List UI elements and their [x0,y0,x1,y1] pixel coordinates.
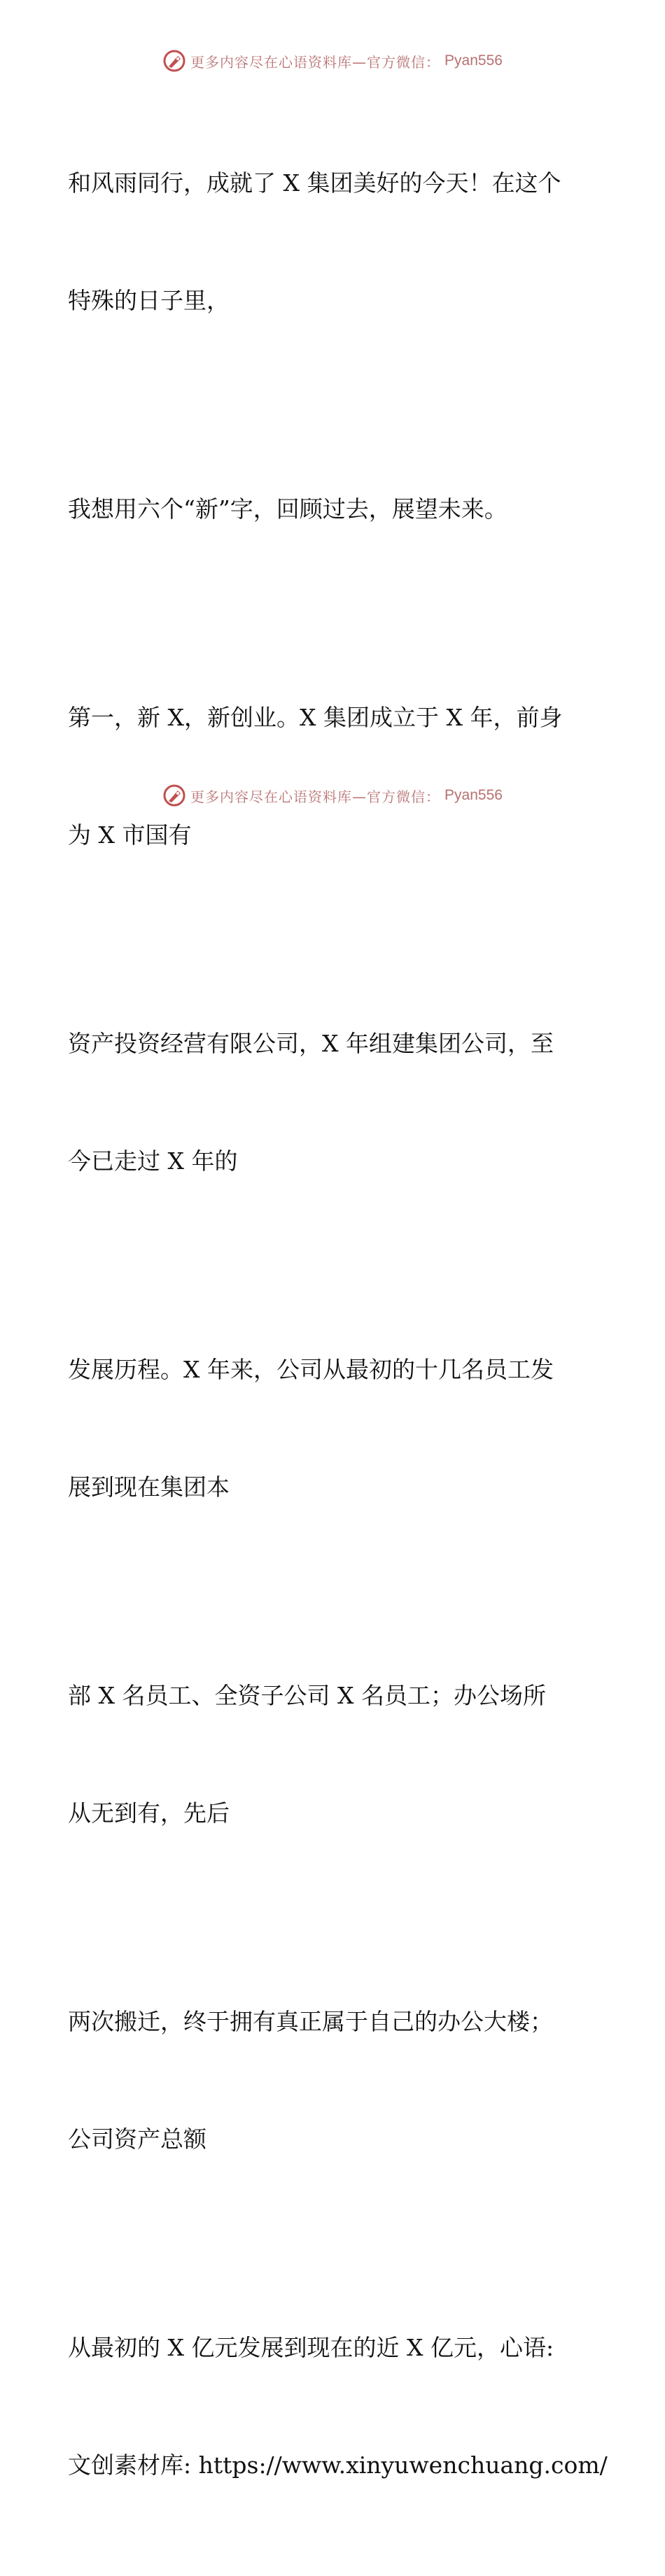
paragraph-line: 特殊的日子里， [68,287,230,314]
paragraph-line: 为 X 市国有 [68,821,192,849]
document-body [68,85,614,2576]
watermark-text: 更多内容尽在心语资料库—官方微信： [190,53,441,71]
paragraph [68,1924,614,2237]
paragraph-line: 第一，新 X，新创业。X 集团成立于 X 年，前身 [68,704,563,731]
paragraph-line: 部 X 名员工、全资子公司 X 名员工；办公场所 [68,1682,546,1709]
paragraph [68,85,614,399]
paragraph-line: 从无到有，先后 [68,1799,230,1827]
paragraph [68,946,614,1259]
watermark-wechat-id: Pyan556 [444,52,503,69]
paragraph-line: 资产投资经营有限公司，X 年组建集团公司，至 [68,1030,554,1057]
paragraph-line: 我想用六个“新”字，回顾过去，展望未来。 [68,495,507,523]
paragraph-line: 今已走过 X 年的 [68,1147,238,1175]
paragraph [68,1272,614,1585]
paragraph-line: 发展历程。X 年来，公司从最初的十几名员工发 [68,1356,554,1383]
paragraph-line: 文创素材库: https://www.xinyuwenchuang.com/ [68,2451,608,2479]
pen-nib-circle-icon [162,784,186,807]
page-footer-watermark [0,784,665,807]
pen-nib-circle-icon [162,49,186,73]
paragraph-line: 两次搬迁，终于拥有真正属于自己的办公大楼； [68,2008,553,2035]
paragraph-line: 公司资产总额 [68,2125,206,2153]
watermark-wechat-id: Pyan556 [444,787,503,803]
paragraph-line: 从最初的 X 亿元发展到现在的近 X 亿元，心语: [68,2334,554,2361]
paragraph-line: 展到现在集团本 [68,1473,230,1501]
paragraph-line: 和风雨同行，成就了 X 集团美好的今天！在这个 [68,169,561,197]
paragraph [68,1598,614,1911]
watermark-text: 更多内容尽在心语资料库—官方微信： [190,788,441,805]
paragraph [68,2250,614,2563]
paragraph [68,620,614,933]
paragraph [68,411,614,607]
page-header-watermark [0,49,665,73]
